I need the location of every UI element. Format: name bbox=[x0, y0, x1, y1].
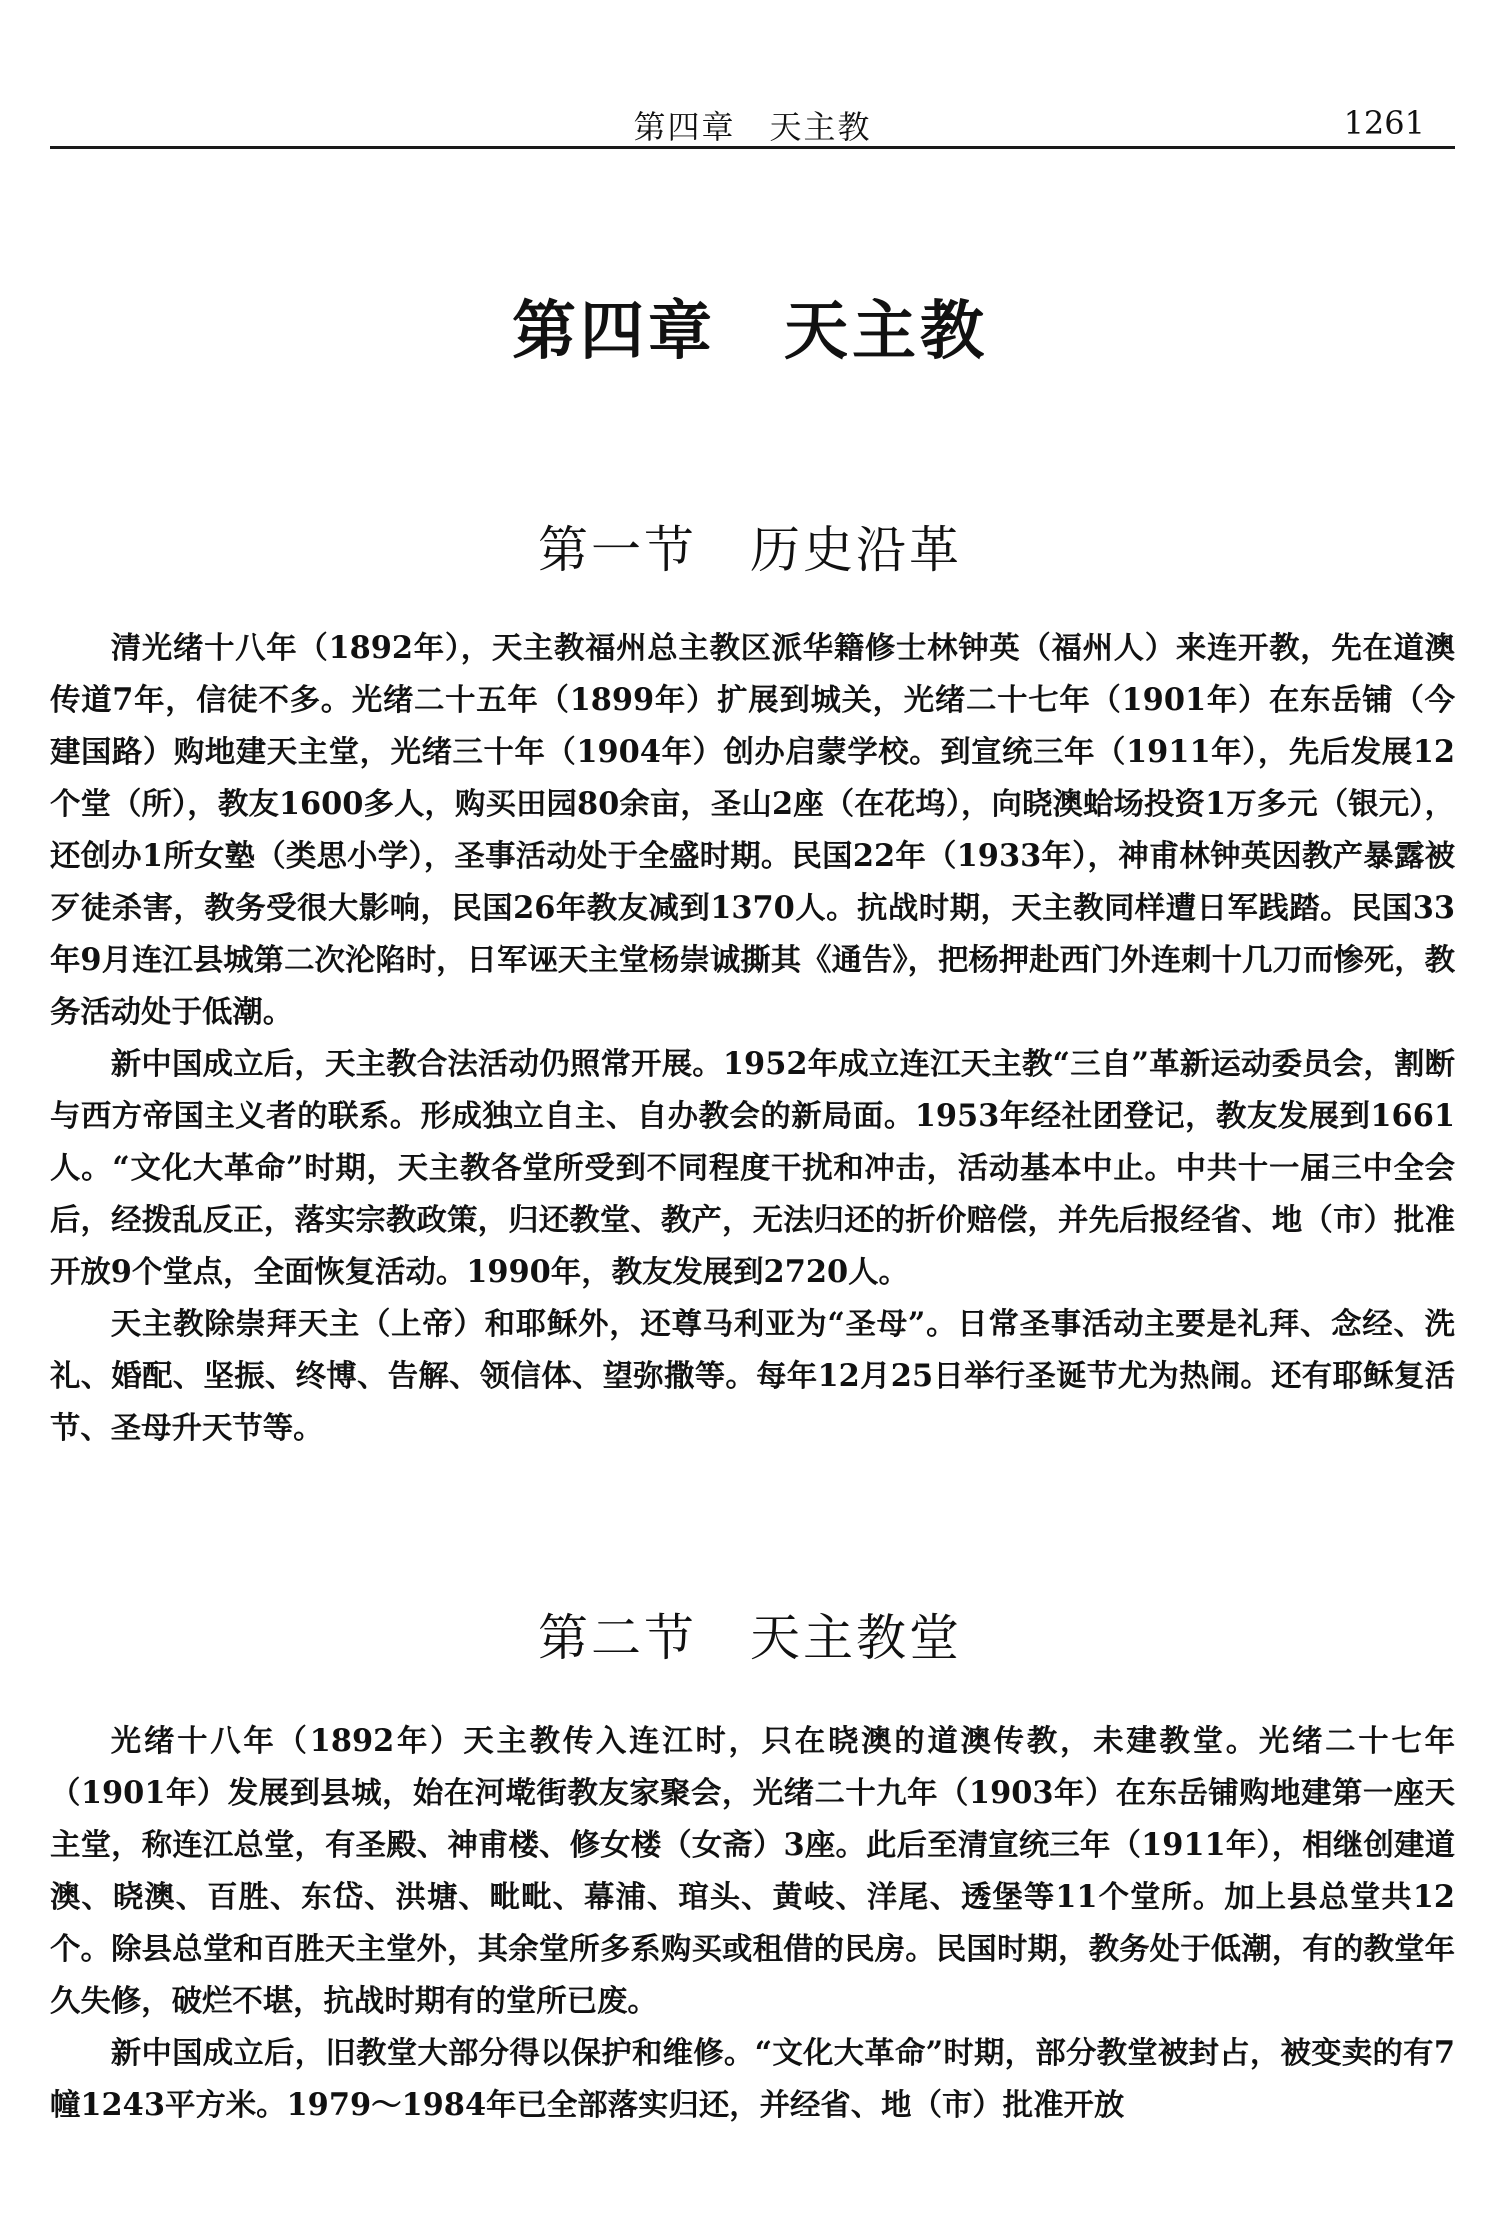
chapter-title: 第四章 天主教 bbox=[512, 295, 988, 369]
paragraph: 天主教除崇拜天主（上帝）和耶稣外，还尊马利亚为“圣母”。日常圣事活动主要是礼拜、念经、洗礼、婚配、坚振、终博、告解、领信体、望弥撒等。每年12月25日举行圣诞节尤为热闹。还有耶稣复活节、圣母升天节等。 bbox=[50, 1306, 1455, 1446]
paragraph: 光绪十八年（1892年）天主教传入连江时，只在晓澳的道澳传教，未建教堂。光绪二十七年（1901年）发展到县城，始在河墘街教友家聚会，光绪二十九年（1903年）在东岳铺购地建第一座天主堂，称连江总堂，有圣殿、神甫楼、修女楼（女斋）3座。此后至清宣统三年（1911年），相继创建道澳、晓澳、百胜、东岱、洪塘、毗毗、幕浦、琯头、黄岐、洋尾、透堡等11个堂所。加上县总堂共12个。除县总堂和百胜天主堂外，其余堂所多系购买或租借的民房。民国时期，教务处于低潮，有的教堂年久失修，破烂不堪，抗战时期有的堂所已废。 bbox=[50, 1723, 1455, 2019]
running-header bbox=[50, 96, 1455, 149]
section-title-1: 第一节 历史沿革 bbox=[538, 521, 962, 579]
paragraph: 新中国成立后，天主教合法活动仍照常开展。1952年成立连江天主教“三自”革新运动委员会，割断与西方帝国主义者的联系。形成独立自主、自办教会的新局面。1953年经社团登记，教友发展到1661人。“文化大革命”时期，天主教各堂所受到不同程度干扰和冲击，活动基本中止。中共十一届三中全会后，经拨乱反正，落实宗教政策，归还教堂、教产，无法归还的折价赔偿，并先后报经省、地（市）批准开放9个堂点，全面恢复活动。1990年，教友发展到2720人。 bbox=[50, 1046, 1455, 1290]
section-title-2: 第二节 天主教堂 bbox=[538, 1609, 962, 1667]
paragraph: 新中国成立后，旧教堂大部分得以保护和维修。“文化大革命”时期，部分教堂被封占，被变卖的有7幢1243平方米。1979～1984年已全部落实归还，并经省、地（市）批准开放 bbox=[50, 2035, 1455, 2123]
paragraph: 清光绪十八年（1892年），天主教福州总主教区派华籍修士林钟英（福州人）来连开教，先在道澳传道7年，信徒不多。光绪二十五年（1899年）扩展到城关，光绪二十七年（1901年）在东岳铺（今建国路）购地建天主堂，光绪三十年（1904年）创办启蒙学校。到宣统三年（1911年），先后发展12个堂（所），教友1600多人，购买田园80余亩，圣山2座（在花坞），向晓澳蛤场投资1万多元（银元），还创办1所女塾（类思小学），圣事活动处于全盛时期。民国22年（1933年），神甫林钟英因教产暴露被歹徒杀害，教务受很大影响，民国26年教友减到1370人。抗战时期，天主教同样遭日军践踏。民国33年9月连江县城第二次沦陷时，日军诬天主堂杨崇诚撕其《通告》，把杨押赴西门外连刺十几刀而惨死，教务活动处于低潮。 bbox=[50, 630, 1455, 1030]
running-title: 第四章 天主教 bbox=[633, 108, 872, 146]
section-2-body bbox=[50, 1715, 1455, 2131]
section-1-body bbox=[50, 622, 1455, 1454]
page-number: 1261 bbox=[1343, 104, 1425, 142]
